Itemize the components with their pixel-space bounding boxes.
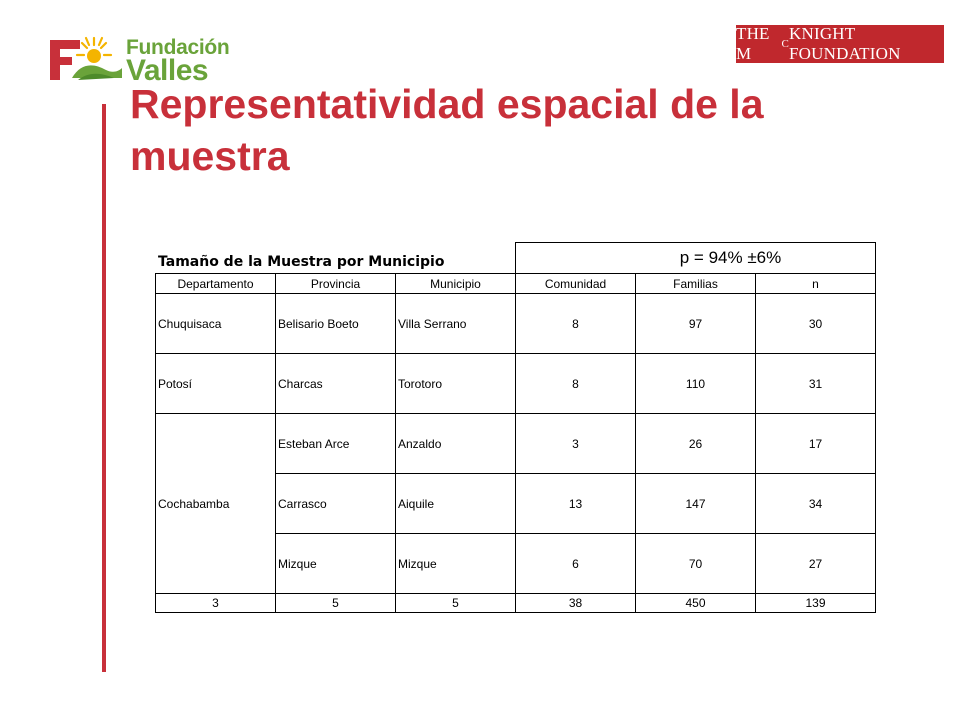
total-familias: 450: [636, 594, 756, 613]
cell-departamento: Chuquisaca: [156, 294, 276, 354]
cell-provincia: Carrasco: [276, 474, 396, 534]
total-provincia: 5: [276, 594, 396, 613]
mcknight-prefix: THE M: [736, 24, 770, 63]
cell-municipio: Torotoro: [396, 354, 516, 414]
cell-n: 27: [756, 534, 876, 594]
valles-wordmark: Valles: [126, 54, 209, 87]
cell-familias: 110: [636, 354, 756, 414]
total-n: 139: [756, 594, 876, 613]
cell-municipio: Mizque: [396, 534, 516, 594]
cell-departamento: Potosí: [156, 354, 276, 414]
total-departamento: 3: [156, 594, 276, 613]
mcknight-foundation-logo: [736, 25, 944, 63]
cell-n: 30: [756, 294, 876, 354]
cell-familias: 70: [636, 534, 756, 594]
table-row: [156, 294, 876, 354]
table-row: [156, 354, 876, 414]
cell-familias: 97: [636, 294, 756, 354]
cell-comunidad: 6: [516, 534, 636, 594]
header-municipio: Municipio: [396, 274, 516, 294]
mcknight-suffix: KNIGHT FOUNDATION: [789, 24, 901, 63]
table-row: [156, 414, 876, 474]
cell-comunidad: 8: [516, 294, 636, 354]
cell-provincia: Belisario Boeto: [276, 294, 396, 354]
cell-n: 34: [756, 474, 876, 534]
cell-familias: 26: [636, 414, 756, 474]
cell-familias: 147: [636, 474, 756, 534]
cell-comunidad: 8: [516, 354, 636, 414]
table-caption: Tamaño de la Muestra por Municipio: [158, 254, 445, 270]
cell-provincia: Mizque: [276, 534, 396, 594]
cell-n: 17: [756, 414, 876, 474]
fundacion-wordmark: Fundación: [126, 36, 230, 59]
p-value: p = 94% ±6%: [516, 243, 876, 274]
sun-hand-icon: [48, 34, 126, 86]
header-provincia: Provincia: [276, 274, 396, 294]
cell-municipio: Anzaldo: [396, 414, 516, 474]
cell-municipio: Aiquile: [396, 474, 516, 534]
cell-municipio: Villa Serrano: [396, 294, 516, 354]
cell-comunidad: 13: [516, 474, 636, 534]
mcknight-sup: C: [781, 38, 790, 50]
header-departamento: Departamento: [156, 274, 276, 294]
vertical-accent-line: [102, 104, 106, 672]
cell-departamento: Cochabamba: [156, 414, 276, 594]
sample-size-table: [155, 242, 876, 613]
cell-provincia: Charcas: [276, 354, 396, 414]
header-familias: Familias: [636, 274, 756, 294]
cell-provincia: Esteban Arce: [276, 414, 396, 474]
total-municipio: 5: [396, 594, 516, 613]
cell-n: 31: [756, 354, 876, 414]
totals-row: [156, 594, 876, 613]
cell-comunidad: 3: [516, 414, 636, 474]
header-n: n: [756, 274, 876, 294]
total-comunidad: 38: [516, 594, 636, 613]
header-comunidad: Comunidad: [516, 274, 636, 294]
header-row: [156, 274, 876, 294]
slide-title: Representatividad espacial de la muestra: [130, 81, 764, 179]
